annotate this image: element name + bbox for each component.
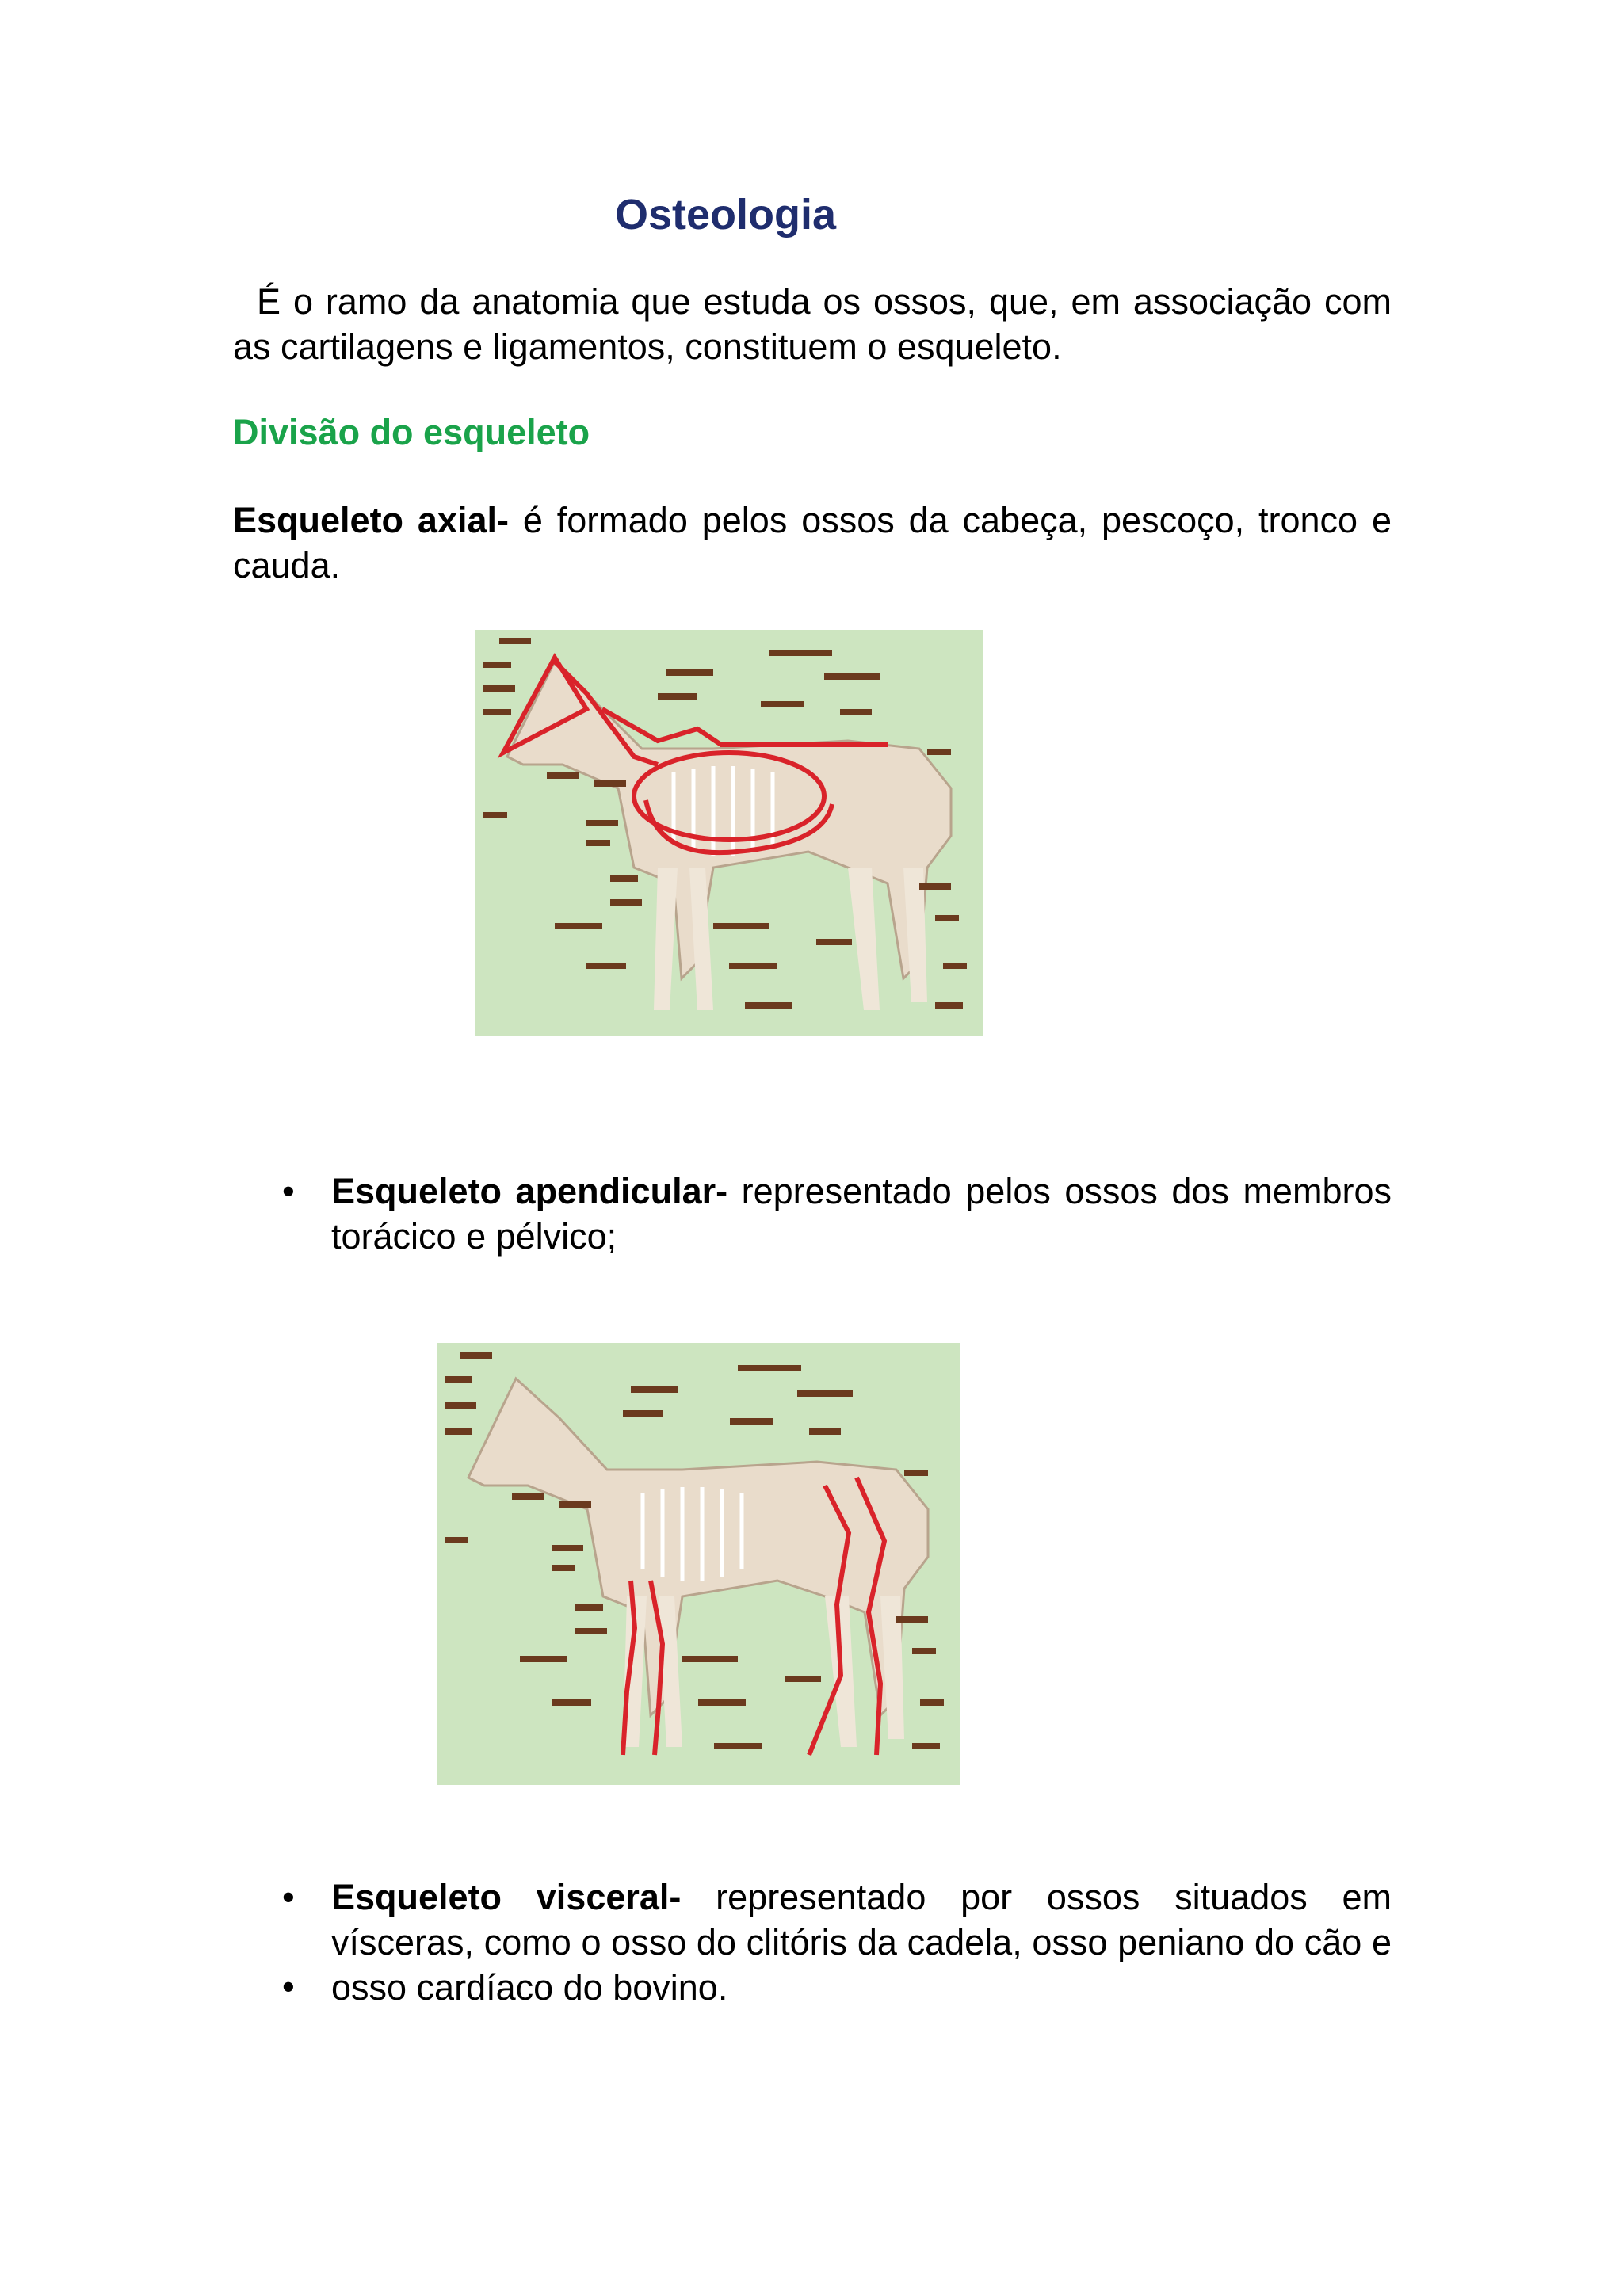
intro-paragraph: É o ramo da anatomia que estuda os ossos, que, em associação com as cartilagens e ligamentos, constituem o esqueleto. [233,281,1392,367]
axial-term: Esqueleto axial- [233,500,509,540]
appendicular-paragraph [331,1169,1392,1259]
appendicular-term: Esqueleto apendicular- [331,1171,728,1211]
horse-skeleton-appendicular-illustration [437,1343,960,1785]
bullet-marker: • [282,1171,295,1211]
bullet-marker: • [282,1877,295,1917]
horse-skeleton-axial-illustration [475,630,983,1036]
appendicular-text: representado pelos ossos dos membros torácico e pélvico; [331,1171,1392,1257]
visceral-term: Esqueleto visceral- [331,1877,682,1917]
axial-skeleton-figure [475,630,983,1036]
appendicular-skeleton-figure [437,1343,960,1785]
axial-paragraph [233,498,1392,588]
page-title: Osteologia [615,191,837,238]
bullet-marker: • [282,1966,295,2007]
section-heading: Divisão do esqueleto [233,412,590,452]
visceral-paragraph [331,1875,1392,2010]
axial-text: é formado pelos ossos da cabeça, pescoço, tronco e cauda. [233,500,1392,585]
visceral-text: representado por ossos situados em vísceras, como o osso do clitóris da cadela, osso peniano do cão e osso cardíaco do bovino. [331,1877,1392,2008]
